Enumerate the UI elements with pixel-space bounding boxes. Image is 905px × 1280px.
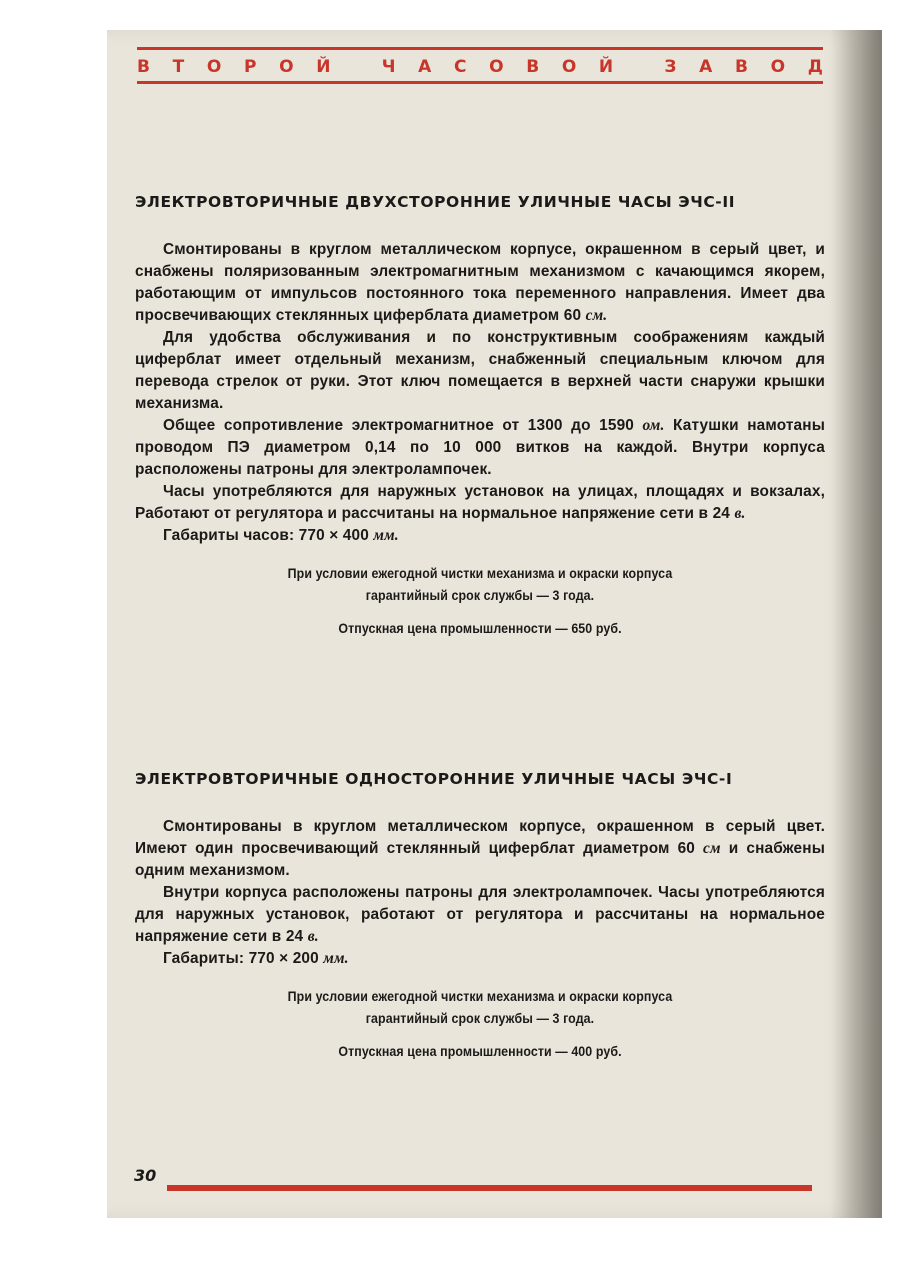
running-title <box>137 57 823 77</box>
paragraph: Общее сопротивление электромагнитное от 1300 до 1590 ом. Катушки намотаны проводом ПЭ диаметром 0,14 по 10 000 витков на каждой. Внутри корпуса расположены патроны для электролампочек. <box>135 417 825 478</box>
running-title-letter: Д <box>807 57 823 77</box>
running-title-letter: О <box>561 57 577 77</box>
running-title-letter: З <box>664 57 677 77</box>
header-rule-bottom <box>137 81 823 84</box>
paragraph: Часы употребляются для наружных установок на улицах, площадях и вокзалах, Работают от регулятора и рассчитаны на нормальное напряжение сети в 24 в. <box>135 483 825 522</box>
warranty-note: При условии ежегодной чистки механизма и окраски корпуса гарантийный срок службы — 3 года. <box>287 566 673 603</box>
running-title-letter: А <box>418 57 432 77</box>
running-title-letter: В <box>137 57 150 77</box>
paragraph: Смонтированы в круглом металлическом корпусе, окрашенном в серый цвет. Имеют один просвечивающий стеклянный циферблат диаметром 60 см и снабжены одним механизмом. <box>135 818 825 879</box>
running-title-letter: О <box>206 57 222 77</box>
price-line: Отпускная цена промышленности — 400 руб. <box>338 1044 622 1059</box>
header-rule-top <box>137 47 823 50</box>
running-title-letter <box>636 57 642 77</box>
footer-rule <box>167 1185 812 1191</box>
page-binding-shadow <box>830 30 882 1218</box>
running-title-letter: Р <box>244 57 257 77</box>
page-number: 30 <box>134 1166 157 1185</box>
paragraph: Смонтированы в круглом металлическом корпусе, окрашенном в серый цвет, и снабжены поляризованным электромагнитным механизмом с качающимся якорем, работающим от импульсов постоянного тока переменного направления. Имеет два просвечивающих стеклянных циферблата диаметром 60 см. <box>135 241 825 324</box>
running-title-letter: С <box>453 57 467 77</box>
section-body <box>135 816 825 970</box>
running-title-letter <box>353 57 359 77</box>
running-title-letter: Ч <box>381 57 396 77</box>
running-title-letter: А <box>699 57 713 77</box>
running-title-letter: Й <box>598 57 614 77</box>
running-title-letter: Й <box>316 57 331 77</box>
running-title-letter: В <box>526 57 540 77</box>
book-page <box>107 30 882 1218</box>
dimensions: Габариты: 770 × 200 мм. <box>163 950 349 967</box>
section-echs-1 <box>135 770 825 1059</box>
running-title-letter: О <box>279 57 294 77</box>
running-title-letter: Т <box>172 57 185 77</box>
section-echs-2 <box>135 193 825 636</box>
price-line: Отпускная цена промышленности — 650 руб. <box>338 621 622 636</box>
paragraph: Внутри корпуса расположены патроны для электролампочек. Часы употребляются для наружных установок, работают от регулятора и рассчитаны на нормальное напряжение сети в 24 в. <box>135 884 825 945</box>
section-title: ЭЛЕКТРОВТОРИЧНЫЕ ДВУХСТОРОННИЕ УЛИЧНЫЕ ЧАСЫ ЭЧС-II <box>135 193 736 211</box>
section-title: ЭЛЕКТРОВТОРИЧНЫЕ ОДНОСТОРОННИЕ УЛИЧНЫЕ ЧАСЫ ЭЧС-I <box>135 770 733 788</box>
running-title-letter: О <box>489 57 504 77</box>
paragraph: Для удобства обслуживания и по конструктивным соображениям каждый циферблат имеет отдельный механизм, снабженный специальным ключом для перевода стрелок от руки. Этот ключ помещается в верхней части снаружи крышки механизма. <box>135 329 825 412</box>
dimensions: Габариты часов: 770 × 400 мм. <box>163 527 399 544</box>
running-title-letter: В <box>734 57 748 77</box>
warranty-note: При условии ежегодной чистки механизма и окраски корпуса гарантийный срок службы — 3 года. <box>287 989 673 1026</box>
running-title-letter: О <box>770 57 786 77</box>
section-body <box>135 239 825 547</box>
